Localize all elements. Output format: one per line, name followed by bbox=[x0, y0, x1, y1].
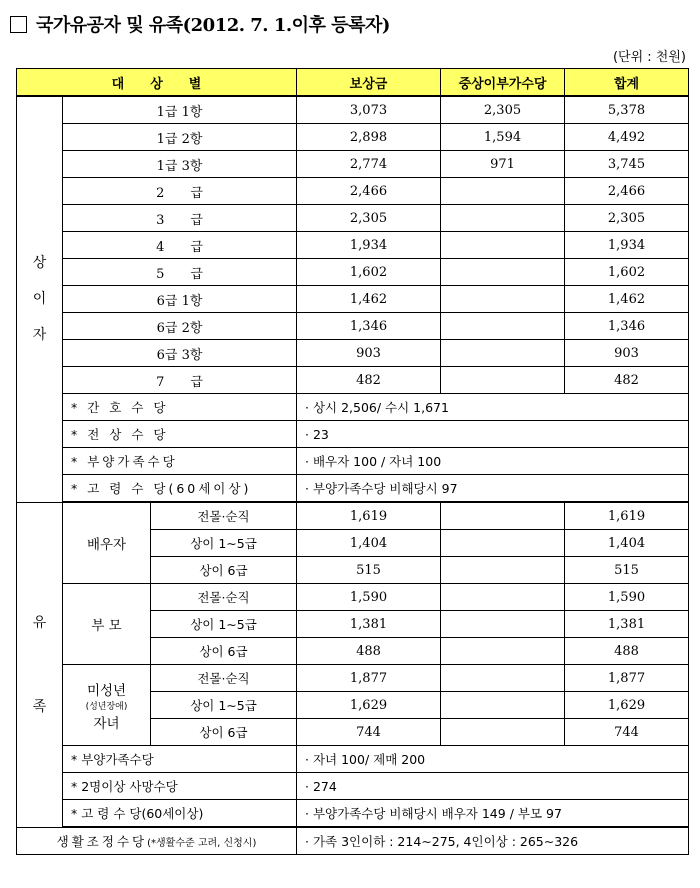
extra-cell bbox=[441, 692, 565, 719]
comp-cell: 1,934 bbox=[297, 232, 441, 259]
total-cell: 1,346 bbox=[565, 313, 689, 340]
comp-cell: 2,774 bbox=[297, 151, 441, 178]
total-cell: 482 bbox=[565, 367, 689, 394]
table-row bbox=[17, 96, 689, 124]
allowance-value: · 274 bbox=[297, 773, 689, 800]
comp-cell: 2,898 bbox=[297, 124, 441, 151]
group-label-char: 자 bbox=[32, 327, 47, 344]
total-cell: 1,619 bbox=[565, 502, 689, 530]
relation-name: 배우자 bbox=[86, 537, 127, 553]
relation-name-2: 자녀 bbox=[93, 715, 120, 732]
table-row bbox=[17, 367, 689, 394]
comp-cell: 488 bbox=[297, 638, 441, 665]
allowance-row bbox=[17, 746, 689, 773]
group-label-char: 이 bbox=[32, 291, 47, 308]
total-cell: 1,602 bbox=[565, 259, 689, 286]
table-row bbox=[17, 259, 689, 286]
type-cell: 상이 1∼5급 bbox=[151, 611, 297, 638]
header-category: 대 상 별 bbox=[17, 69, 297, 97]
extra-cell bbox=[441, 584, 565, 611]
total-cell: 1,934 bbox=[565, 232, 689, 259]
comp-cell: 2,305 bbox=[297, 205, 441, 232]
allowance-row bbox=[17, 421, 689, 448]
allowance-name: * 고 령 수 당(60세이상) bbox=[63, 800, 297, 828]
living-allowance-value: · 가족 3인이하 : 214∼275, 4인이상 : 265∼326 bbox=[297, 827, 689, 855]
header-row bbox=[17, 69, 689, 97]
total-cell: 2,305 bbox=[565, 205, 689, 232]
comp-cell: 1,404 bbox=[297, 530, 441, 557]
type-cell: 전몰·순직 bbox=[151, 502, 297, 530]
total-cell: 744 bbox=[565, 719, 689, 746]
total-cell: 515 bbox=[565, 557, 689, 584]
allowance-name: * 부양가족수당 bbox=[63, 448, 297, 475]
living-allowance-row bbox=[17, 827, 689, 855]
relation-sub: (성년장애) bbox=[85, 701, 128, 712]
living-allowance-name bbox=[17, 827, 297, 855]
relation-name: 미성년 bbox=[86, 682, 127, 699]
group-label-char: 족 bbox=[32, 698, 47, 715]
relation-name: 부 모 bbox=[91, 618, 122, 634]
total-cell: 1,381 bbox=[565, 611, 689, 638]
table-row bbox=[17, 340, 689, 367]
extra-cell: 1,594 bbox=[441, 124, 565, 151]
comp-cell: 1,602 bbox=[297, 259, 441, 286]
comp-cell: 2,466 bbox=[297, 178, 441, 205]
grade-cell: 1급 1항 bbox=[63, 96, 297, 124]
type-cell: 상이 6급 bbox=[151, 638, 297, 665]
total-cell: 4,492 bbox=[565, 124, 689, 151]
wounded-group-label bbox=[17, 96, 63, 502]
allowance-row bbox=[17, 800, 689, 828]
comp-cell: 1,462 bbox=[297, 286, 441, 313]
grade-cell: 1급 2항 bbox=[63, 124, 297, 151]
relation-cell bbox=[63, 502, 151, 584]
total-cell: 1,590 bbox=[565, 584, 689, 611]
total-cell: 903 bbox=[565, 340, 689, 367]
allowance-row bbox=[17, 448, 689, 475]
comp-cell: 515 bbox=[297, 557, 441, 584]
table-row bbox=[17, 665, 689, 692]
extra-cell bbox=[441, 367, 565, 394]
total-cell: 1,404 bbox=[565, 530, 689, 557]
table-row bbox=[17, 178, 689, 205]
allowance-row bbox=[17, 475, 689, 503]
total-cell: 2,466 bbox=[565, 178, 689, 205]
comp-cell: 1,629 bbox=[297, 692, 441, 719]
comp-cell: 1,346 bbox=[297, 313, 441, 340]
extra-cell bbox=[441, 502, 565, 530]
allowance-value: · 부양가족수당 비해당시 97 bbox=[297, 475, 689, 503]
table-row bbox=[17, 286, 689, 313]
comp-cell: 1,877 bbox=[297, 665, 441, 692]
comp-cell: 1,590 bbox=[297, 584, 441, 611]
table-row bbox=[17, 313, 689, 340]
comp-cell: 1,619 bbox=[297, 502, 441, 530]
comp-cell: 744 bbox=[297, 719, 441, 746]
header-comp: 보상금 bbox=[297, 69, 441, 97]
type-cell: 상이 6급 bbox=[151, 557, 297, 584]
relation-cell bbox=[63, 665, 151, 746]
total-cell: 488 bbox=[565, 638, 689, 665]
allowance-value: · 상시 2,506/ 수시 1,671 bbox=[297, 394, 689, 421]
comp-cell: 3,073 bbox=[297, 96, 441, 124]
extra-cell: 971 bbox=[441, 151, 565, 178]
checkbox-square-icon bbox=[10, 16, 27, 33]
allowance-value: · 자녀 100/ 제매 200 bbox=[297, 746, 689, 773]
grade-cell: 2 급 bbox=[63, 178, 297, 205]
type-cell: 상이 1∼5급 bbox=[151, 530, 297, 557]
unit-label: (단위 : 천원) bbox=[612, 50, 686, 65]
allowance-value: · 부양가족수당 비해당시 배우자 149 / 부모 97 bbox=[297, 800, 689, 828]
extra-cell bbox=[441, 286, 565, 313]
table-row bbox=[17, 584, 689, 611]
allowance-row bbox=[17, 394, 689, 421]
grade-cell: 3 급 bbox=[63, 205, 297, 232]
type-cell: 전몰·순직 bbox=[151, 665, 297, 692]
grade-cell: 6급 1항 bbox=[63, 286, 297, 313]
extra-cell bbox=[441, 665, 565, 692]
table-row bbox=[17, 502, 689, 530]
group-label-char: 유 bbox=[32, 614, 47, 631]
extra-cell bbox=[441, 611, 565, 638]
grade-cell: 7 급 bbox=[63, 367, 297, 394]
grade-cell: 4 급 bbox=[63, 232, 297, 259]
extra-cell bbox=[441, 232, 565, 259]
allowance-name: * 부양가족수당 bbox=[63, 746, 297, 773]
compensation-table bbox=[16, 68, 689, 855]
header-total: 합계 bbox=[565, 69, 689, 97]
table-row bbox=[17, 124, 689, 151]
total-cell: 1,629 bbox=[565, 692, 689, 719]
allowance-row bbox=[17, 773, 689, 800]
total-cell: 1,462 bbox=[565, 286, 689, 313]
grade-cell: 6급 3항 bbox=[63, 340, 297, 367]
relation-cell bbox=[63, 584, 151, 665]
table-row bbox=[17, 151, 689, 178]
extra-cell bbox=[441, 719, 565, 746]
total-cell: 3,745 bbox=[565, 151, 689, 178]
extra-cell bbox=[441, 313, 565, 340]
table-row bbox=[17, 205, 689, 232]
allowance-name: * 고 령 수 당(60세이상) bbox=[63, 475, 297, 503]
extra-cell bbox=[441, 259, 565, 286]
extra-cell bbox=[441, 178, 565, 205]
living-note: (*생활수준 고려, 신청시) bbox=[147, 838, 257, 849]
extra-cell bbox=[441, 205, 565, 232]
extra-cell: 2,305 bbox=[441, 96, 565, 124]
allowance-name: * 2명이상 사망수당 bbox=[63, 773, 297, 800]
extra-cell bbox=[441, 638, 565, 665]
extra-cell bbox=[441, 340, 565, 367]
allowance-name: * 간 호 수 당 bbox=[63, 394, 297, 421]
type-cell: 전몰·순직 bbox=[151, 584, 297, 611]
title-text: 국가유공자 및 유족(2012. 7. 1.이후 등록자) bbox=[36, 15, 390, 36]
page-title bbox=[10, 10, 390, 38]
allowance-name: * 전 상 수 당 bbox=[63, 421, 297, 448]
header-extra: 중상이부가수당 bbox=[441, 69, 565, 97]
comp-cell: 482 bbox=[297, 367, 441, 394]
grade-cell: 1급 3항 bbox=[63, 151, 297, 178]
grade-cell: 6급 2항 bbox=[63, 313, 297, 340]
living-name: 생활조정수당 bbox=[56, 834, 148, 849]
comp-cell: 903 bbox=[297, 340, 441, 367]
comp-cell: 1,381 bbox=[297, 611, 441, 638]
grade-cell: 5 급 bbox=[63, 259, 297, 286]
total-cell: 5,378 bbox=[565, 96, 689, 124]
type-cell: 상이 1∼5급 bbox=[151, 692, 297, 719]
type-cell: 상이 6급 bbox=[151, 719, 297, 746]
extra-cell bbox=[441, 557, 565, 584]
extra-cell bbox=[441, 530, 565, 557]
total-cell: 1,877 bbox=[565, 665, 689, 692]
group-label-char: 상 bbox=[32, 254, 47, 271]
allowance-value: · 배우자 100 / 자녀 100 bbox=[297, 448, 689, 475]
allowance-value: · 23 bbox=[297, 421, 689, 448]
bereaved-group-label bbox=[17, 502, 63, 827]
table-row bbox=[17, 232, 689, 259]
